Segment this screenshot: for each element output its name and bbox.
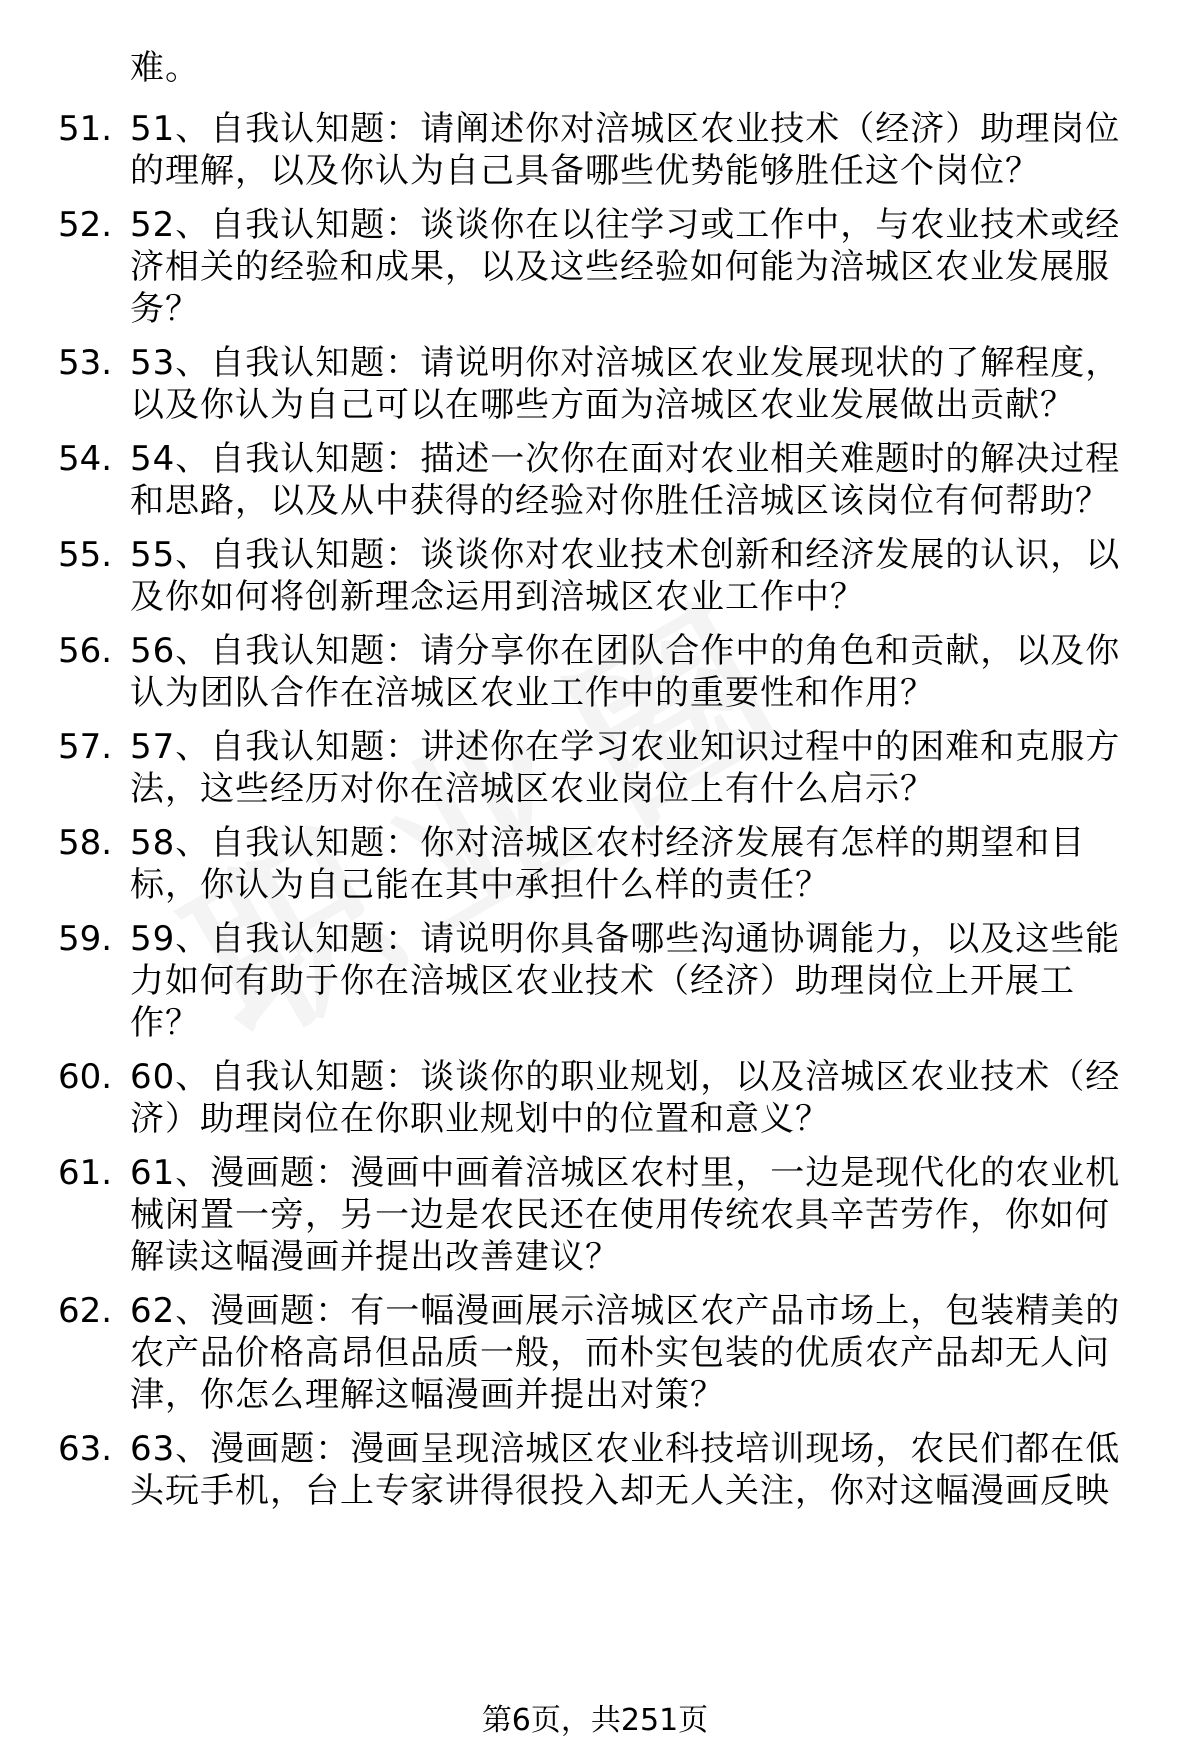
question-number: 61.: [58, 1153, 113, 1193]
question-number: 56.: [58, 631, 113, 671]
page-footer: 第6页，共251页: [481, 1703, 709, 1738]
question-text-line: 务？: [130, 289, 200, 329]
question-text-line: 头玩手机，台上专家讲得很投入却无人关注，你对这幅漫画反映: [130, 1471, 1110, 1511]
question-text-line: 59、自我认知题：请说明你具备哪些沟通协调能力，以及这些能: [130, 919, 1121, 959]
question-text-line: 及你如何将创新理念运用到涪城区农业工作中？: [130, 577, 865, 617]
question-text-line: 52、自我认知题：谈谈你在以往学习或工作中，与农业技术或经: [130, 205, 1121, 245]
question-text-line: 济相关的经验和成果，以及这些经验如何能为涪城区农业发展服: [130, 247, 1110, 287]
question-number: 62.: [58, 1291, 113, 1331]
question-text-line: 械闲置一旁，另一边是农民还在使用传统农具辛苦劳作，你如何: [130, 1195, 1110, 1235]
question-text-line: 54、自我认知题：描述一次你在面对农业相关难题时的解决过程: [130, 439, 1121, 479]
question-number: 63.: [58, 1429, 113, 1469]
question-number: 52.: [58, 205, 113, 245]
question-text-line: 作？: [130, 1003, 200, 1043]
question-text-line: 60、自我认知题：谈谈你的职业规划，以及涪城区农业技术（经: [130, 1057, 1121, 1097]
question-text-line: 力如何有助于你在涪城区农业技术（经济）助理岗位上开展工: [130, 961, 1075, 1001]
question-text-line: 解读这幅漫画并提出改善建议？: [130, 1237, 620, 1277]
lead-line: 难。: [130, 48, 200, 88]
question-text-line: 61、漫画题：漫画中画着涪城区农村里，一边是现代化的农业机: [130, 1153, 1121, 1193]
question-number: 60.: [58, 1057, 113, 1097]
question-text-line: 津，你怎么理解这幅漫画并提出对策？: [130, 1375, 725, 1415]
question-number: 51.: [58, 109, 113, 149]
question-number: 57.: [58, 727, 113, 767]
question-text-line: 53、自我认知题：请说明你对涪城区农业发展现状的了解程度，: [130, 343, 1121, 383]
question-text-line: 62、漫画题：有一幅漫画展示涪城区农产品市场上，包装精美的: [130, 1291, 1121, 1331]
question-text-line: 和思路，以及从中获得的经验对你胜任涪城区该岗位有何帮助？: [130, 481, 1110, 521]
question-text-line: 的理解，以及你认为自己具备哪些优势能够胜任这个岗位？: [130, 151, 1040, 191]
question-number: 55.: [58, 535, 113, 575]
question-text-line: 63、漫画题：漫画呈现涪城区农业科技培训现场，农民们都在低: [130, 1429, 1121, 1469]
question-text-line: 以及你认为自己可以在哪些方面为涪城区农业发展做出贡献？: [130, 385, 1075, 425]
question-text-line: 农产品价格高昂但品质一般，而朴实包装的优质农产品却无人问: [130, 1333, 1110, 1373]
question-text-line: 57、自我认知题：讲述你在学习农业知识过程中的困难和克服方: [130, 727, 1121, 767]
question-text-line: 法，这些经历对你在涪城区农业岗位上有什么启示？: [130, 769, 935, 809]
question-number: 54.: [58, 439, 113, 479]
question-number: 58.: [58, 823, 113, 863]
question-text-line: 51、自我认知题：请阐述你对涪城区农业技术（经济）助理岗位: [130, 109, 1121, 149]
question-text-line: 58、自我认知题：你对涪城区农村经济发展有怎样的期望和目: [130, 823, 1086, 863]
question-number: 59.: [58, 919, 113, 959]
question-text-line: 认为团队合作在涪城区农业工作中的重要性和作用？: [130, 673, 935, 713]
question-text-line: 济）助理岗位在你职业规划中的位置和意义？: [130, 1099, 830, 1139]
question-text-line: 标，你认为自己能在其中承担什么样的责任？: [130, 865, 830, 905]
question-number: 53.: [58, 343, 113, 383]
question-text-line: 55、自我认知题：谈谈你对农业技术创新和经济发展的认识，以: [130, 535, 1121, 575]
question-text-line: 56、自我认知题：请分享你在团队合作中的角色和贡献，以及你: [130, 631, 1121, 671]
